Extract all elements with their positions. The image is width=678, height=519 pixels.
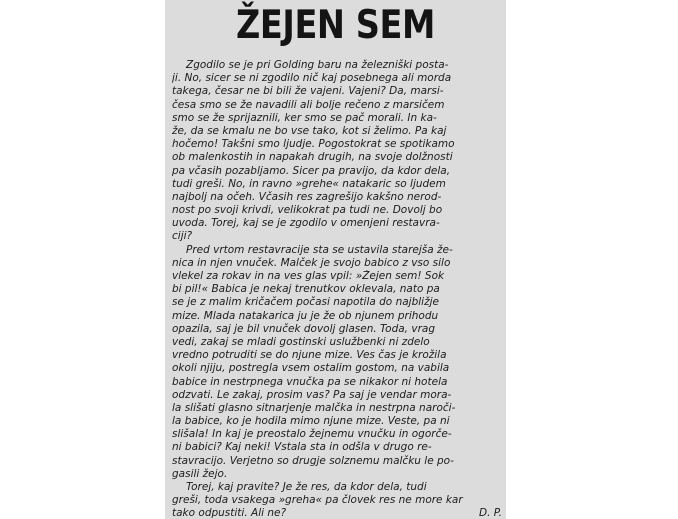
article-line: mize. Mlada natakarica ju je že ob njunem prihodu — [172, 309, 439, 322]
article-line: takega, česar ne bi bili že vajeni. Vajeni? Da, marsi- — [172, 85, 444, 98]
article-body — [172, 59, 502, 519]
newspaper-clipping — [165, 0, 506, 519]
article-line: slišala! In kaj je preostalo žejnemu vnučku in ogorče- — [172, 428, 452, 441]
article-line: Torej, kaj pravite? Je že res, da kdor dela, tudi — [186, 481, 427, 493]
article-line: gasili žejo. — [172, 467, 228, 480]
article-line: nica in njen vnuček. Malček je svojo babico z vso silo — [172, 256, 451, 269]
article-closing-line — [172, 507, 502, 519]
article-line: tako odpustiti. Ali ne? — [172, 507, 287, 519]
article-line: stavracijo. Verjetno so drugje solznemu malčku le po- — [172, 454, 454, 467]
article-line: česa smo se že navadili ali bolje rečeno z marsičem — [172, 98, 445, 111]
article-line: nost po svoji krivdi, velikokrat pa tudi ne. Dovolj bo — [172, 204, 443, 217]
article-line: smo se že sprijaznili, ker smo se pač morali. In ka- — [172, 111, 437, 124]
article-line: Zgodilo se je pri Golding baru na železniški posta- — [186, 59, 449, 71]
article-line: ni babici? Kaj neki! Vstala sta in odšla v drugo re- — [172, 441, 432, 454]
article-title: ŽEJEN SEM — [236, 3, 435, 48]
article-line: se je z malim kričačem počasi napotila do najbližje — [172, 296, 439, 309]
article-line: ob malenkostih in napakah drugih, na svoje dolžnosti — [172, 151, 453, 164]
article-line: najbolj na očeh. Včasih res zagrešijo kakšno nerod- — [172, 190, 442, 203]
article-line: babice in nestrpnega vnučka pa se nikakor ni hotela — [172, 375, 448, 388]
article-line: odzvati. Le zakaj, prosim vas? Pa saj je vendar mora- — [172, 388, 452, 401]
article-line: že, da se kmalu ne bo vse tako, kot si želimo. Pa kaj — [172, 124, 447, 137]
article-line: tudi greši. No, in ravno »grehe« natakaric so ljudem — [172, 177, 446, 190]
article-line: pa včasih pozabljamo. Sicer pa pravijo, da kdor dela, — [172, 164, 451, 177]
article-line: hočemo! Takšni smo ljudje. Pogostokrat se spotikamo — [172, 138, 455, 151]
article-line: ciji? — [172, 230, 193, 243]
article-line: vedi, zakaj se mladi gostinski uslužbenki ni zdelo — [172, 335, 430, 348]
article-line: greši, toda vsakega »greha« pa človek res ne more kar — [172, 494, 463, 507]
article-line: uvoda. Torej, kaj se je zgodilo v omenjeni restavra- — [172, 217, 440, 230]
article-line: okoli njiju, postregla vsem ostalim gostom, na vabila — [172, 362, 450, 375]
article-line: vlekel za rokav in na ves glas vpil: »Žejen sem! Sok — [172, 270, 445, 282]
article-line: vredno potruditi se do njune mize. Ves čas je krožila — [172, 349, 447, 362]
article-line: Pred vrtom restavracije sta se ustavila starejša že- — [186, 243, 453, 256]
article-line: ji. No, sicer se ni zgodilo nič kaj posebnega ali morda — [172, 72, 452, 85]
article-line: la babice, ko je hodila mimo njune mize. Veste, pa ni — [172, 415, 450, 428]
author-signature: D. P. — [479, 507, 502, 519]
article-line: bi pil!« Babica je nekaj trenutkov oklevala, nato pa — [172, 283, 440, 296]
article-line: opazila, saj je bil vnuček dovolj glasen. Toda, vrag — [172, 322, 435, 335]
article-line: la slišati glasno sitnarjenje malčka in nestrpna naroči- — [172, 401, 456, 414]
